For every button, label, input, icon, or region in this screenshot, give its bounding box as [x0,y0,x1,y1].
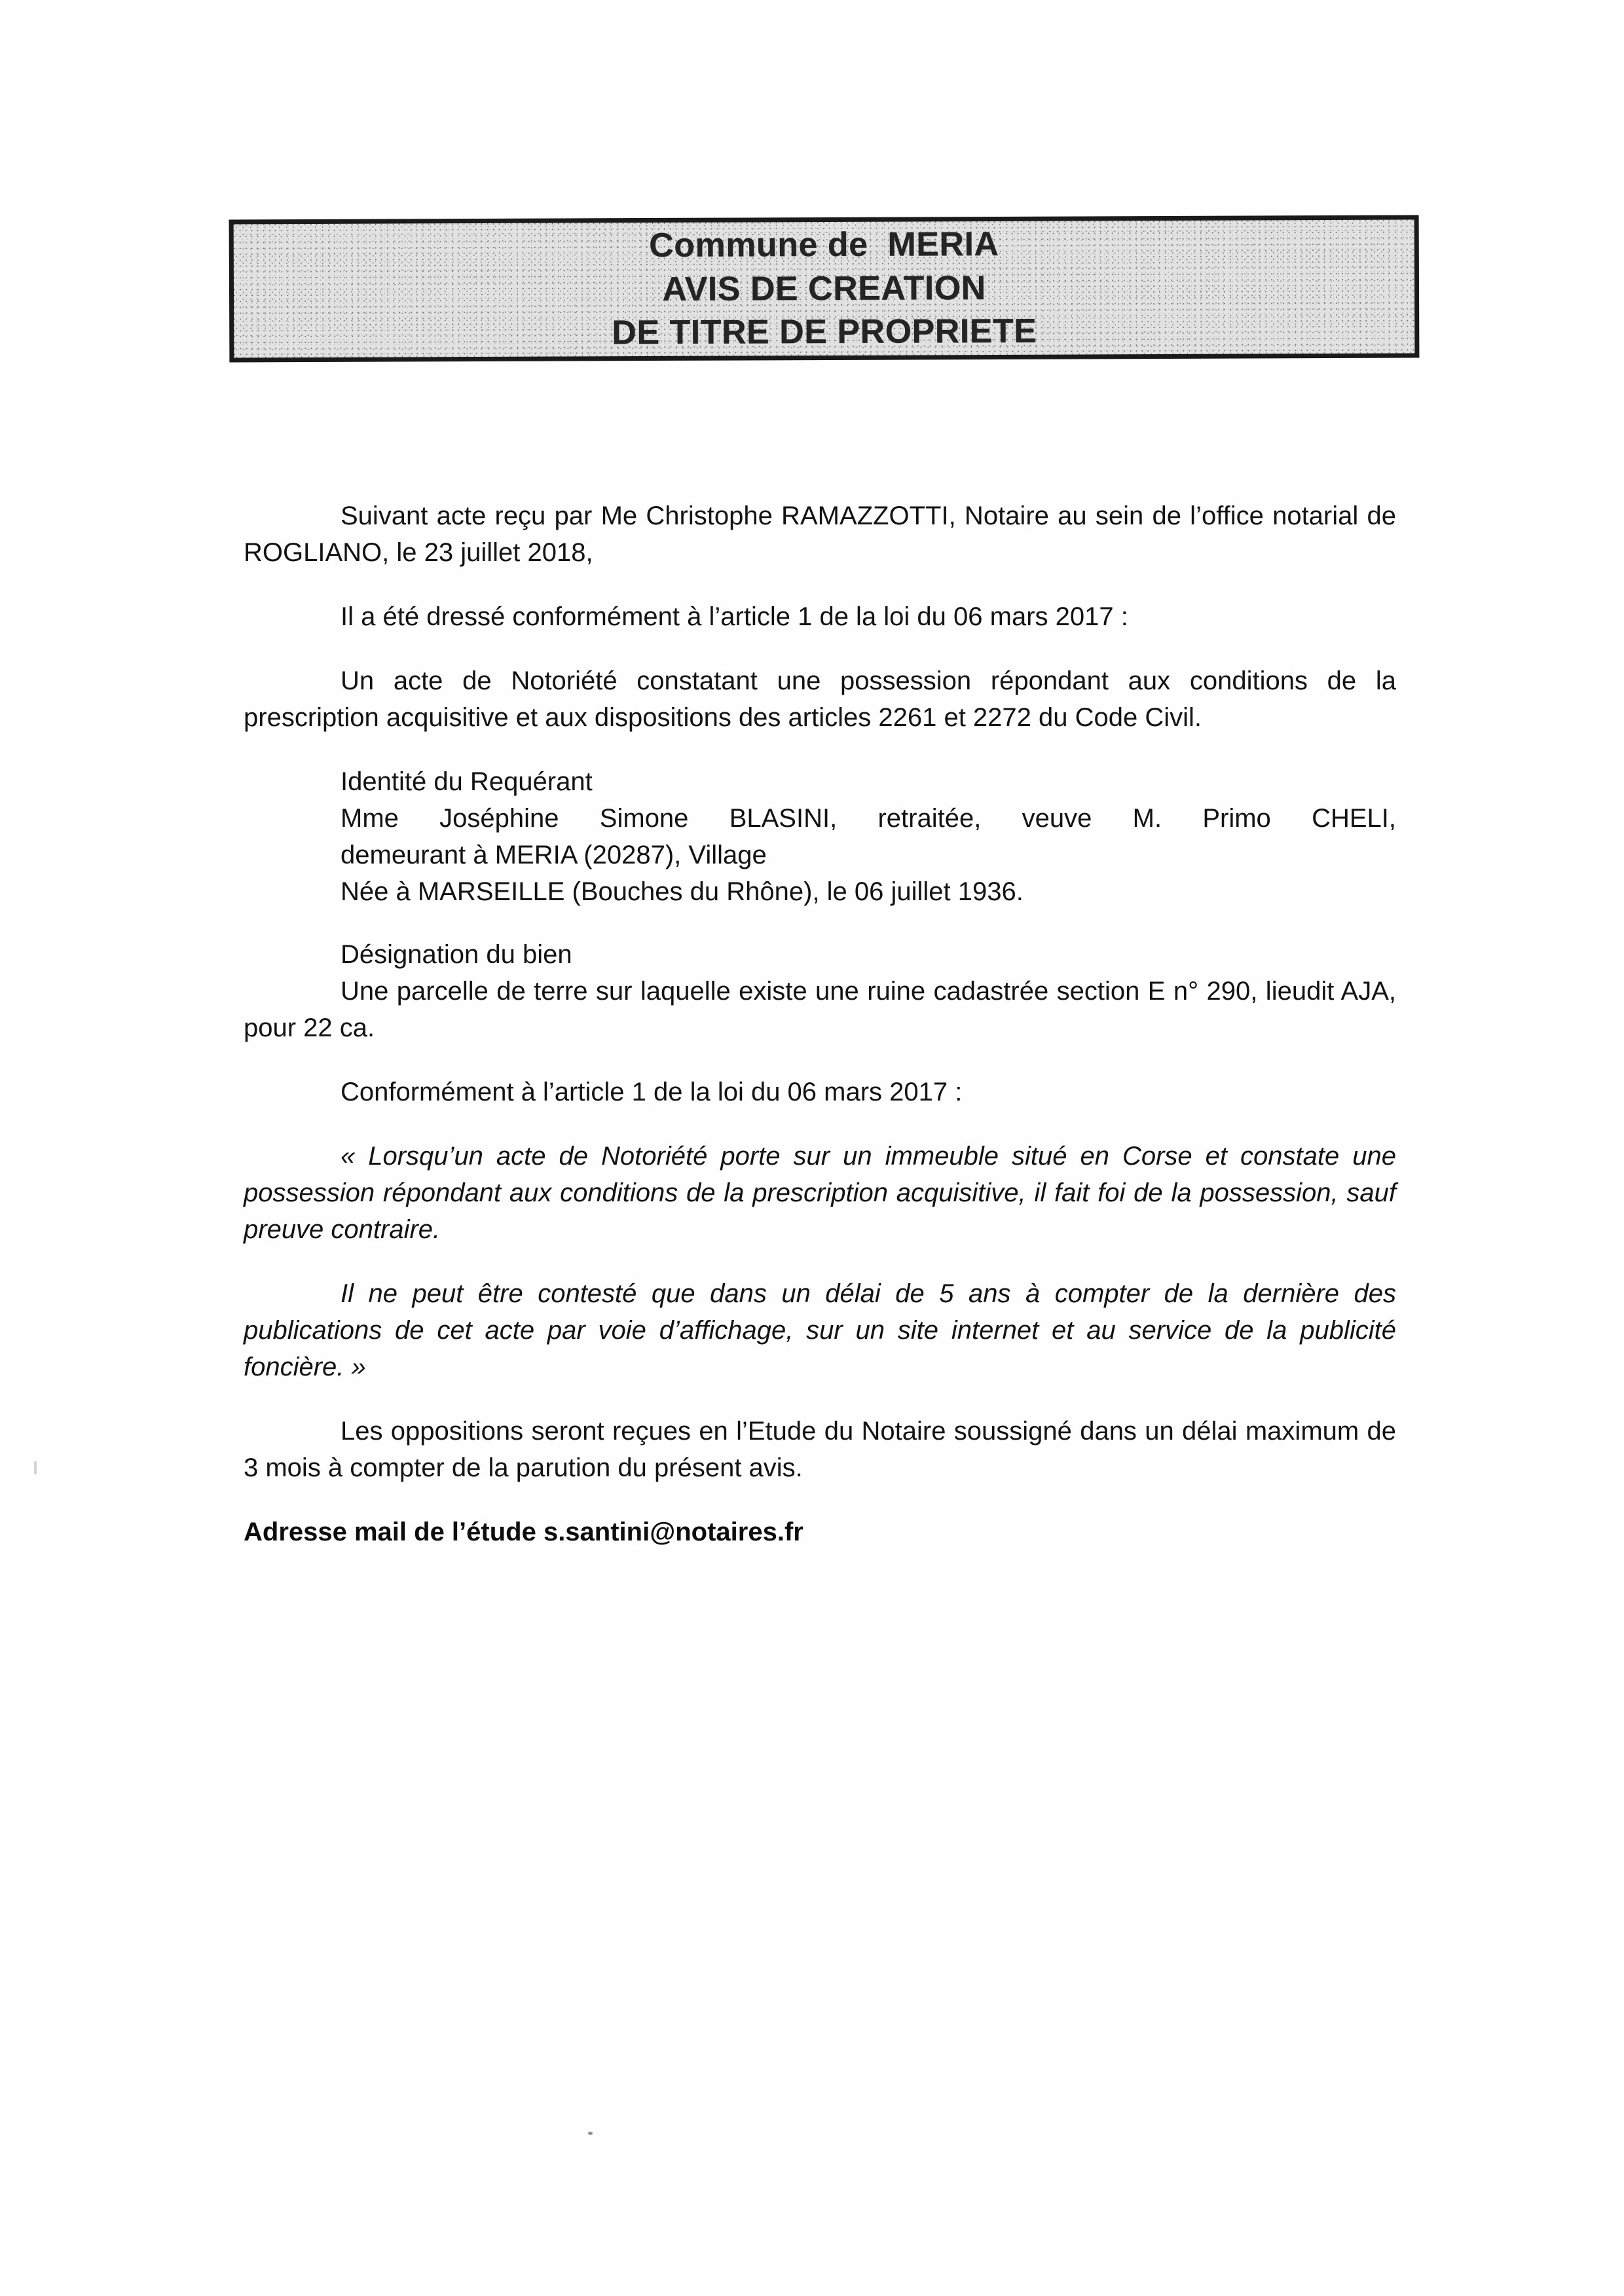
designation-block [244,936,1396,1046]
identity-label: Identité du Requérant [341,767,593,796]
banner-title-line-1: Commune de MERIA [648,225,999,265]
paragraph-conformement-article: Conformément à l’article 1 de la loi du 06 mars 2017 : [341,1078,963,1106]
paragraph-acte-recu: Suivant acte reçu par Me Christophe RAMAZZOTTI, Notaire au sein de l’office notarial de ROGLIANO, le 23 juillet 2018, [244,501,1396,567]
banner-title-line-3: DE TITRE DE PROPRIETE [612,312,1037,352]
designation-label: Désignation du bien [341,940,572,969]
quote-paragraph-2: Il ne peut être contesté que dans un délai de 5 ans à compter de la dernière des publications de cet acte par voie d’affichage, sur un site internet et au service de la publicité foncière. » [244,1279,1396,1381]
identity-birth-line: Née à MARSEILLE (Bouches du Rhône), le 06 juillet 1936. [341,877,1024,906]
quote-paragraph-1: « Lorsqu’un acte de Notoriété porte sur un immeuble situé en Corse et constate une possession répondant aux conditions de la prescription acquisitive, il fait foi de la possession, sauf preuve contraire. [244,1142,1396,1244]
paragraph-acte-notoriete: Un acte de Notoriété constatant une possession répondant aux conditions de la prescription acquisitive et aux dispositions des articles 2261 et 2272 du Code Civil. [244,666,1396,732]
identity-name-line: Mme Joséphine Simone BLASINI, retraitée, veuve M. Primo CHELI, [341,804,1396,833]
designation-text: Une parcelle de terre sur laquelle existe une ruine cadastrée section E n° 290, lieudit AJA, pour 22 ca. [244,977,1396,1042]
paragraph-dresse-conformement: Il a été dressé conformément à l’article 1 de la loi du 06 mars 2017 : [341,602,1128,631]
document-body [244,498,1396,1550]
identity-address-line: demeurant à MERIA (20287), Village [341,841,767,869]
identity-block [244,763,1396,910]
scan-artifact-speck [588,2132,593,2135]
title-banner [229,215,1420,363]
paragraph-oppositions: Les oppositions seront reçues en l’Etude du Notaire soussigné dans un délai maximum de 3 mois à compter de la parution du présent avis. [244,1417,1396,1482]
email-line: Adresse mail de l’étude s.santini@notaires.fr [244,1518,803,1546]
scan-artifact-edge-mark [34,1461,37,1474]
banner-title-line-2: AVIS DE CREATION [662,268,986,308]
